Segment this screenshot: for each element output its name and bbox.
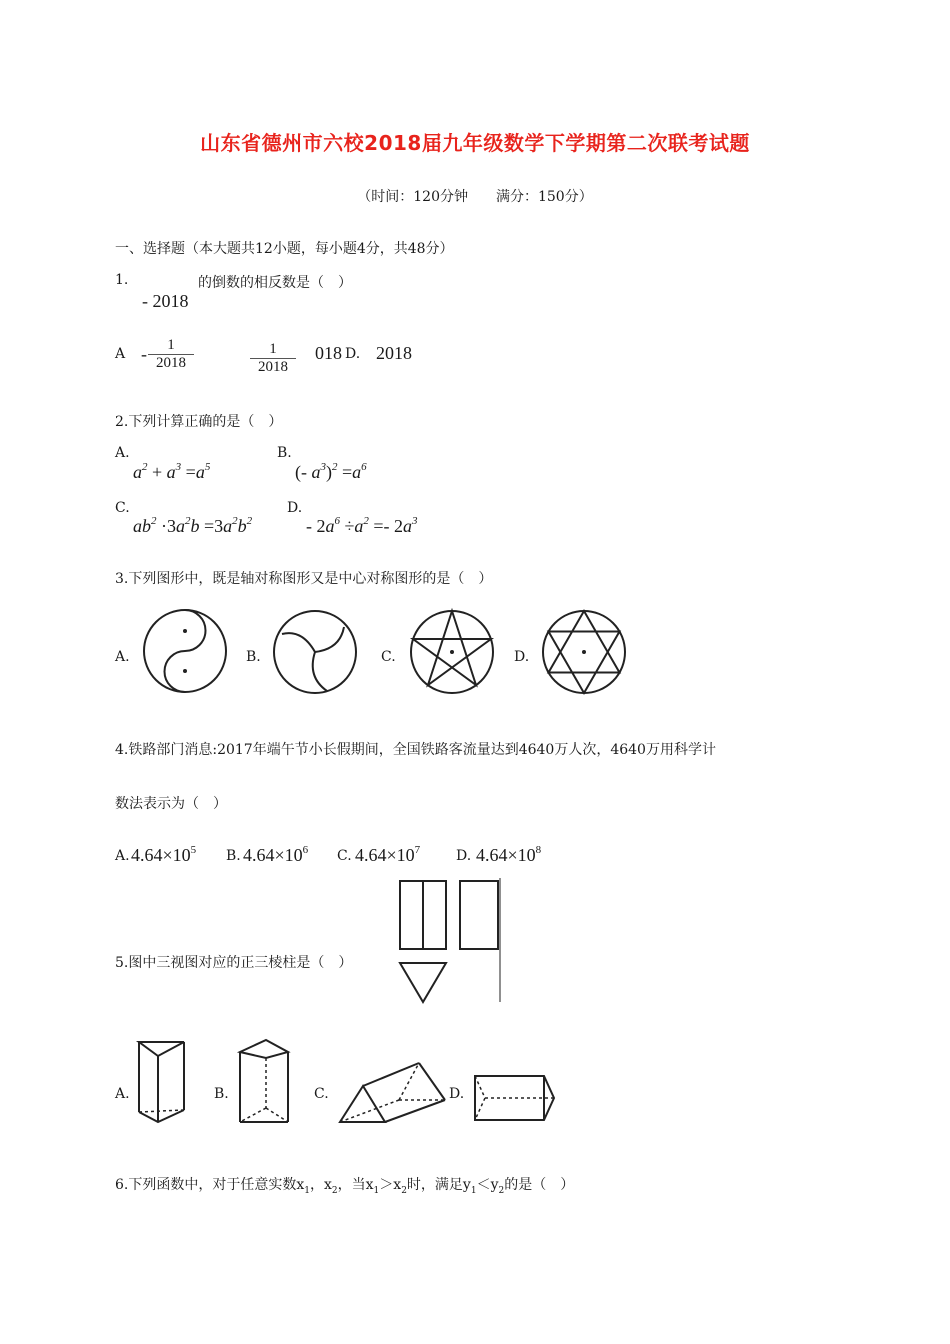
q1-option-a-fraction [148, 337, 194, 372]
q4-stem-line2: 数法表示为（ ） [115, 796, 227, 812]
q2-option-a-formula: $a^2 + a^3 =a^5$ [133, 461, 211, 482]
q4-option-c-label: C. [337, 848, 352, 864]
q3-option-b-label: B. [246, 649, 261, 665]
q1-stem: 的倒数的相反数是（ ） [198, 275, 352, 291]
q1-option-a-numerator: 1 [167, 337, 175, 353]
q3-option-a-label: A. [115, 649, 130, 665]
prism-figure-c [337, 1060, 449, 1126]
q4-option-a-value: $4.64\times 10^5$ [131, 844, 197, 865]
q2-stem: 2.下列计算正确的是（ ） [115, 414, 283, 430]
q3-option-c-label: C. [381, 649, 396, 665]
q1-option-a-label: A [115, 346, 126, 362]
q1-option-d-value: 2018 [376, 343, 412, 363]
q4-option-d-label: D. [456, 848, 472, 864]
q6-stem: 6.下列函数中，对于任意实数$x_1$，$x_2$，当$x_1>x_2$时，满足$y_1<y_2$的是（ ） [115, 1177, 575, 1196]
q1-option-a-denominator: 2018 [156, 355, 186, 371]
q4-option-a-label: A. [115, 848, 130, 864]
pentagram-figure [408, 609, 496, 695]
q1-option-b-numerator: 1 [269, 341, 277, 357]
q4-option-b-label: B. [226, 848, 241, 864]
three-view-drawing [396, 878, 506, 1004]
exam-info: （时间：120分钟 满分：150分） [357, 189, 593, 205]
q5-option-c-label: C. [314, 1086, 329, 1102]
q4-option-c-value: $4.64\times 10^7$ [355, 844, 421, 865]
q1-option-c-fragment: 018 [315, 343, 342, 363]
q1-number: 1. [115, 272, 129, 288]
prism-figure-a [136, 1040, 192, 1124]
q3-stem: 3.下列图形中，既是轴对称图形又是中心对称图形的是（ ） [115, 571, 493, 587]
q2-option-a-label: A. [115, 445, 130, 461]
q1-option-d-label: D. [345, 346, 361, 362]
q3-option-d-label: D. [514, 649, 530, 665]
hexagram-figure [540, 609, 628, 695]
triple-swirl-figure [272, 609, 358, 695]
q2-option-b-formula: (- $a^3)^2 =a^6$ [295, 461, 367, 482]
q4-option-d-value: $4.64\times 10^8$ [476, 844, 542, 865]
prism-figure-d [472, 1072, 558, 1126]
yin-yang-figure [140, 609, 230, 695]
q2-option-c-formula: $ab^2 \cdot 3a^2b =3a^2b^2$ [133, 515, 253, 536]
prism-figure-b [236, 1038, 294, 1126]
section-heading: 一、选择题（本大题共12小题，每小题4分，共48分） [115, 241, 454, 257]
q4-option-b-value: $4.64\times 10^6$ [243, 844, 309, 865]
q1-option-a-sign: - [141, 344, 147, 364]
q5-stem: 5.图中三视图对应的正三棱柱是（ ） [115, 955, 353, 971]
page-title: 山东省德州市六校2018届九年级数学下学期第二次联考试题 [200, 131, 750, 155]
q5-option-b-label: B. [214, 1086, 229, 1102]
q1-expression: - 2018 [142, 291, 189, 311]
q2-option-c-label: C. [115, 500, 130, 516]
q2-option-d-formula: - $2a^6 \div a^2 =- 2a^3$ [306, 515, 418, 536]
q5-option-a-label: A. [115, 1086, 130, 1102]
q1-option-b-denominator: 2018 [258, 359, 288, 375]
q2-option-d-label: D. [287, 500, 303, 516]
q1-option-b-fraction [250, 341, 296, 376]
q4-stem-line1: 4.铁路部门消息:2017年端午节小长假期间，全国铁路客流量达到4640万人次，4640万用科学计 [115, 742, 716, 758]
q5-option-d-label: D. [449, 1086, 465, 1102]
q2-option-b-label: B. [277, 445, 292, 461]
